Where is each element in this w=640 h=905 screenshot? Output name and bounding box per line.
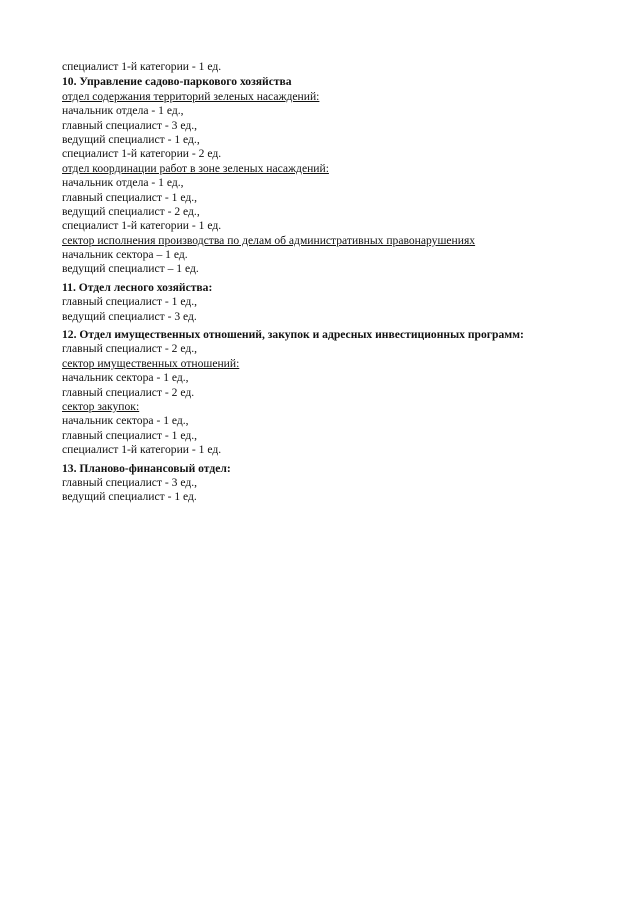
subdivision-title: отдел координации работ в зоне зеленых насаждений: [62,161,329,175]
list-item: главный специалист - 1 ед., [62,295,198,309]
list-item: начальник сектора - 1 ед., [62,371,189,385]
list-item: ведущий специалист - 1 ед. [62,490,197,504]
subdivision-title: отдел содержания территорий зеленых насаждений: [62,89,320,103]
list-item: главный специалист - 1 ед., [62,428,198,442]
list-item: главный специалист - 1 ед., [62,190,198,204]
list-item: главный специалист - 2 ед. [62,385,195,399]
list-item: ведущий специалист - 3 ед. [62,309,197,323]
list-item: начальник отдела - 1 ед., [62,176,184,190]
list-item: начальник сектора - 1 ед., [62,414,189,428]
list-item: специалист 1-й категории - 1 ед. [62,443,222,457]
list-item: специалист 1-й категории - 2 ед. [62,147,222,161]
list-item: ведущий специалист - 2 ед., [62,204,200,218]
list-item: начальник отдела - 1 ед., [62,104,184,118]
list-item: главный специалист - 3 ед., [62,118,198,132]
list-item: ведущий специалист – 1 ед. [62,262,199,276]
section-heading: 11. Отдел лесного хозяйства: [62,280,213,294]
subdivision-title: сектор закупок: [62,399,140,413]
subdivision-title: сектор имущественных отношений: [62,356,240,370]
section-heading: 13. Планово-финансовый отдел: [62,461,231,475]
list-item: ведущий специалист - 1 ед., [62,132,200,146]
subdivision-title: сектор исполнения производства по делам об административных правонарушениях [62,233,476,247]
list-item: начальник сектора – 1 ед. [62,248,188,262]
list-item: специалист 1-й категории - 1 ед. [62,60,222,73]
section-heading: 12. Отдел имущественных отношений, закупок и адресных инвестиционных программ: [62,328,524,342]
section-heading: 10. Управление садово-паркового хозяйства [62,75,292,89]
list-item: главный специалист - 3 ед., [62,475,198,489]
staff-list [62,60,622,505]
list-item: главный специалист - 2 ед., [62,342,198,356]
list-item: специалист 1-й категории - 1 ед. [62,219,222,233]
